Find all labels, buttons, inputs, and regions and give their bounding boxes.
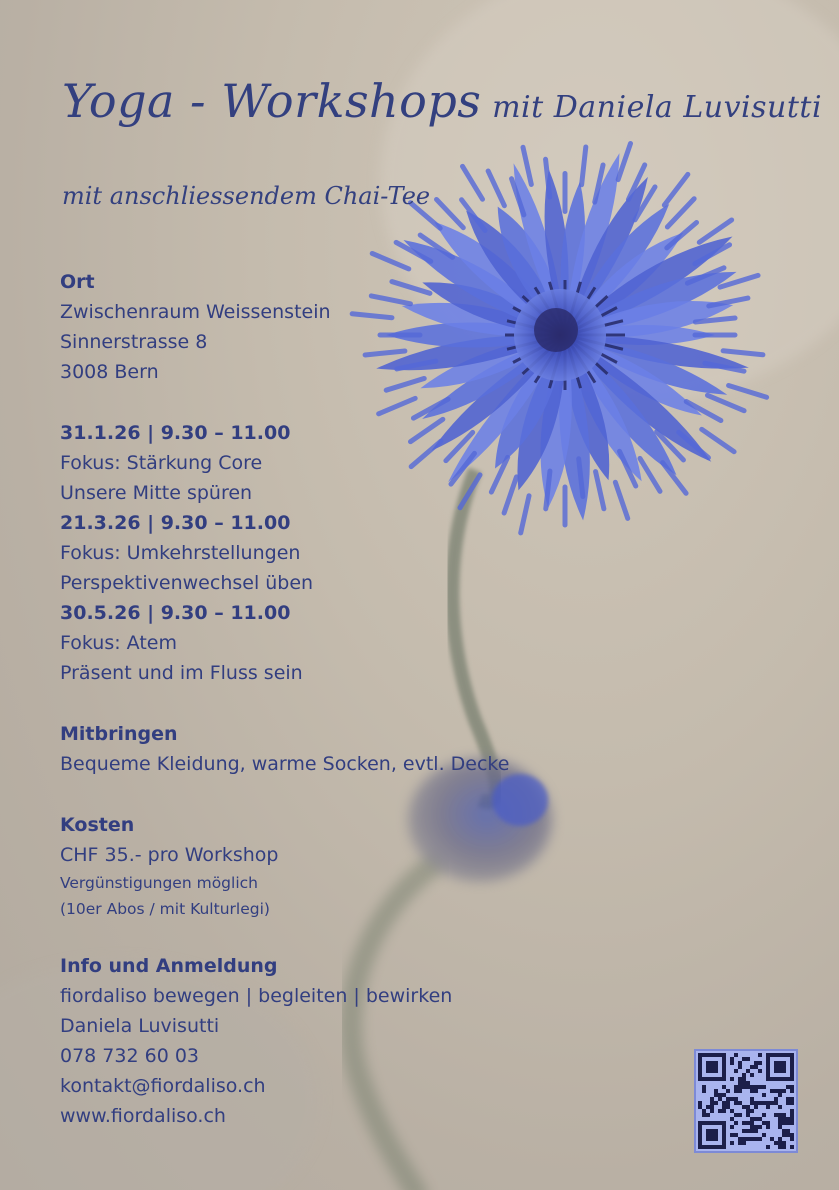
workshop-date: 31.1.26 | 9.30 – 11.00 xyxy=(60,422,291,444)
info-heading: Info und Anmeldung xyxy=(60,955,278,977)
workshop-focus: Fokus: Umkehrstellungen xyxy=(60,542,301,564)
location-section xyxy=(60,267,331,387)
info-section xyxy=(60,951,452,1131)
workshop-description: Perspektivenwechsel üben xyxy=(60,572,314,594)
workshop-list xyxy=(60,418,313,688)
location-line: Sinnerstrasse 8 xyxy=(60,331,208,353)
info-contact-name: Daniela Luvisutti xyxy=(60,1015,220,1037)
workshop-item xyxy=(60,508,313,598)
location-line: 3008 Bern xyxy=(60,361,159,383)
workshop-date: 30.5.26 | 9.30 – 11.00 xyxy=(60,602,291,624)
cost-price: CHF 35.- pro Workshop xyxy=(60,844,279,866)
title-main: Yoga - Workshops xyxy=(62,74,482,128)
cost-section xyxy=(60,810,279,922)
info-phone[interactable]: 078 732 60 03 xyxy=(60,1045,200,1067)
bring-heading: Mitbringen xyxy=(60,723,178,745)
bring-text: Bequeme Kleidung, warme Socken, evtl. Decke xyxy=(60,753,510,775)
info-email-link[interactable]: kontakt@fiordaliso.ch xyxy=(60,1075,266,1097)
subtitle: mit anschliessendem Chai-Tee xyxy=(62,182,431,210)
workshop-focus: Fokus: Stärkung Core xyxy=(60,452,263,474)
workshop-item xyxy=(60,598,313,688)
workshop-date: 21.3.26 | 9.30 – 11.00 xyxy=(60,512,291,534)
bring-section xyxy=(60,719,509,779)
title-rest: mit Daniela Luvisutti xyxy=(492,90,823,125)
workshop-item xyxy=(60,418,313,508)
location-heading: Ort xyxy=(60,271,95,293)
cost-discount-note: (10er Abos / mit Kulturlegi) xyxy=(60,900,270,918)
location-line: Zwischenraum Weissenstein xyxy=(60,301,331,323)
workshop-description: Unsere Mitte spüren xyxy=(60,482,253,504)
page-title xyxy=(62,74,822,128)
qr-code-icon[interactable] xyxy=(694,1049,798,1153)
workshop-focus: Fokus: Atem xyxy=(60,632,177,654)
info-website-link[interactable]: www.fiordaliso.ch xyxy=(60,1105,226,1127)
info-tagline: fiordaliso bewegen | begleiten | bewirken xyxy=(60,985,453,1007)
qr-code-pattern xyxy=(696,1051,796,1151)
cost-heading: Kosten xyxy=(60,814,135,836)
cost-discount: Vergünstigungen möglich xyxy=(60,874,258,892)
workshop-description: Präsent und im Fluss sein xyxy=(60,662,303,684)
